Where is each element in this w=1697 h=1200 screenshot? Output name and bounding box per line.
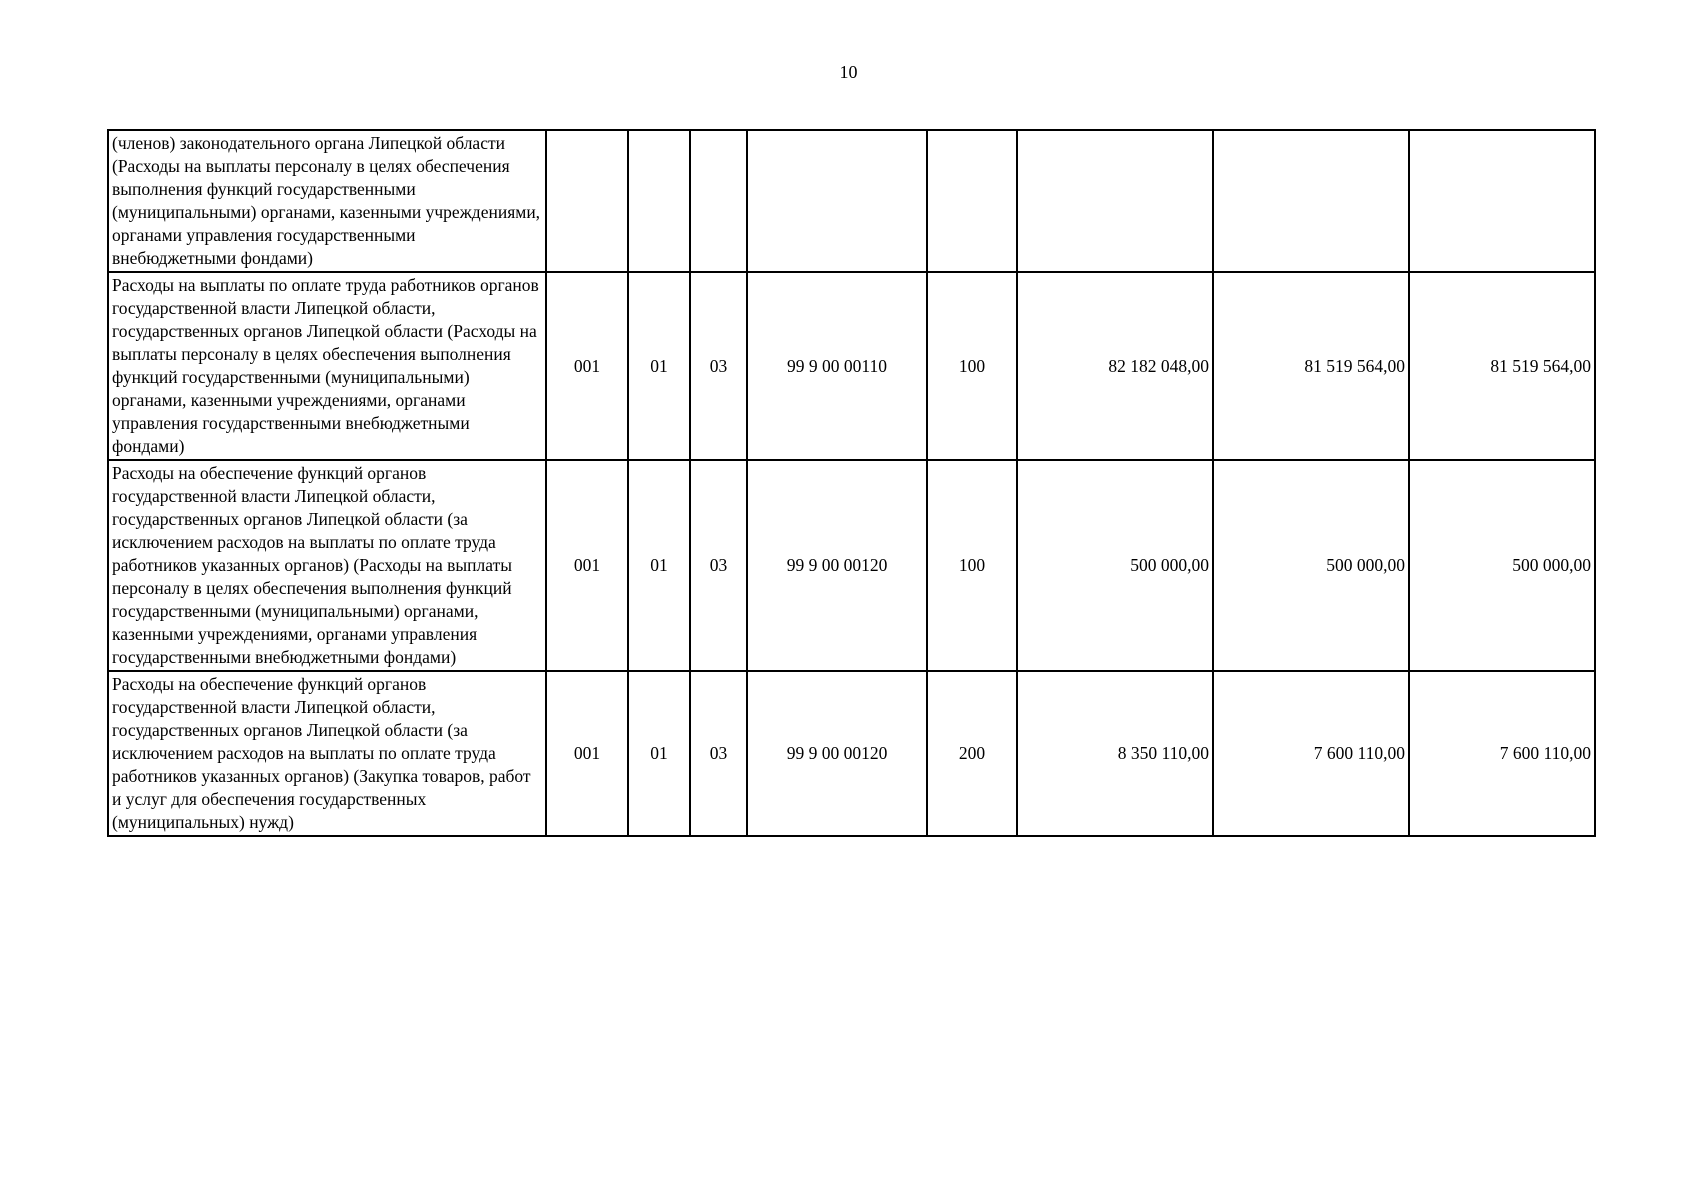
- cell-grbs-code: [546, 130, 628, 272]
- cell-target-item-code: 99 9 00 00120: [747, 460, 927, 671]
- cell-grbs-code: 001: [546, 671, 628, 836]
- cell-amount-3: 500 000,00: [1409, 460, 1595, 671]
- cell-grbs-code: 001: [546, 272, 628, 460]
- cell-expenditure-name: Расходы на выплаты по оплате труда работников органов государственной власти Липецкой области, государственных органов Липецкой области (Расходы на выплаты персоналу в целях обеспечения выполнения функций государственными (муниципальными) органами, казенными учреждениями, органами управления государственными внебюджетными фондами): [108, 272, 546, 460]
- cell-target-item-code: 99 9 00 00120: [747, 671, 927, 836]
- cell-section-code: 01: [628, 671, 690, 836]
- cell-amount-2: 7 600 110,00: [1213, 671, 1409, 836]
- cell-expense-type: 100: [927, 460, 1017, 671]
- cell-expense-type: 200: [927, 671, 1017, 836]
- cell-amount-3: 81 519 564,00: [1409, 272, 1595, 460]
- cell-expense-type: 100: [927, 272, 1017, 460]
- table-row: [108, 130, 1595, 272]
- cell-amount-3: [1409, 130, 1595, 272]
- cell-expenditure-name: (членов) законодательного органа Липецкой области (Расходы на выплаты персоналу в целях обеспечения выполнения функций государственными (муниципальными) органами, казенными учреждениями, органами управления государственными внебюджетными фондами): [108, 130, 546, 272]
- table-row: [108, 671, 1595, 836]
- cell-expense-type: [927, 130, 1017, 272]
- cell-expenditure-name: Расходы на обеспечение функций органов государственной власти Липецкой области, государственных органов Липецкой области (за исключением расходов на выплаты по оплате труда работников указанных органов) (Расходы на выплаты персоналу в целях обеспечения выполнения функций государственными (муниципальными) органами, казенными учреждениями, органами управления государственными внебюджетными фондами): [108, 460, 546, 671]
- cell-amount-1: 500 000,00: [1017, 460, 1213, 671]
- cell-target-item-code: [747, 130, 927, 272]
- cell-subsection-code: [690, 130, 747, 272]
- cell-section-code: 01: [628, 272, 690, 460]
- cell-amount-2: [1213, 130, 1409, 272]
- cell-amount-2: 500 000,00: [1213, 460, 1409, 671]
- cell-subsection-code: 03: [690, 460, 747, 671]
- cell-amount-3: 7 600 110,00: [1409, 671, 1595, 836]
- cell-subsection-code: 03: [690, 272, 747, 460]
- table-row: [108, 460, 1595, 671]
- cell-expenditure-name: Расходы на обеспечение функций органов государственной власти Липецкой области, государственных органов Липецкой области (за исключением расходов на выплаты по оплате труда работников указанных органов) (Закупка товаров, работ и услуг для обеспечения государственных (муниципальных) нужд): [108, 671, 546, 836]
- budget-expenditures-table: [107, 129, 1596, 837]
- cell-grbs-code: 001: [546, 460, 628, 671]
- cell-amount-2: 81 519 564,00: [1213, 272, 1409, 460]
- cell-subsection-code: 03: [690, 671, 747, 836]
- cell-amount-1: 82 182 048,00: [1017, 272, 1213, 460]
- cell-section-code: 01: [628, 460, 690, 671]
- cell-amount-1: [1017, 130, 1213, 272]
- cell-section-code: [628, 130, 690, 272]
- table-row: [108, 272, 1595, 460]
- cell-target-item-code: 99 9 00 00110: [747, 272, 927, 460]
- budget-table-body: [108, 130, 1595, 836]
- cell-amount-1: 8 350 110,00: [1017, 671, 1213, 836]
- page-number: 10: [839, 62, 858, 82]
